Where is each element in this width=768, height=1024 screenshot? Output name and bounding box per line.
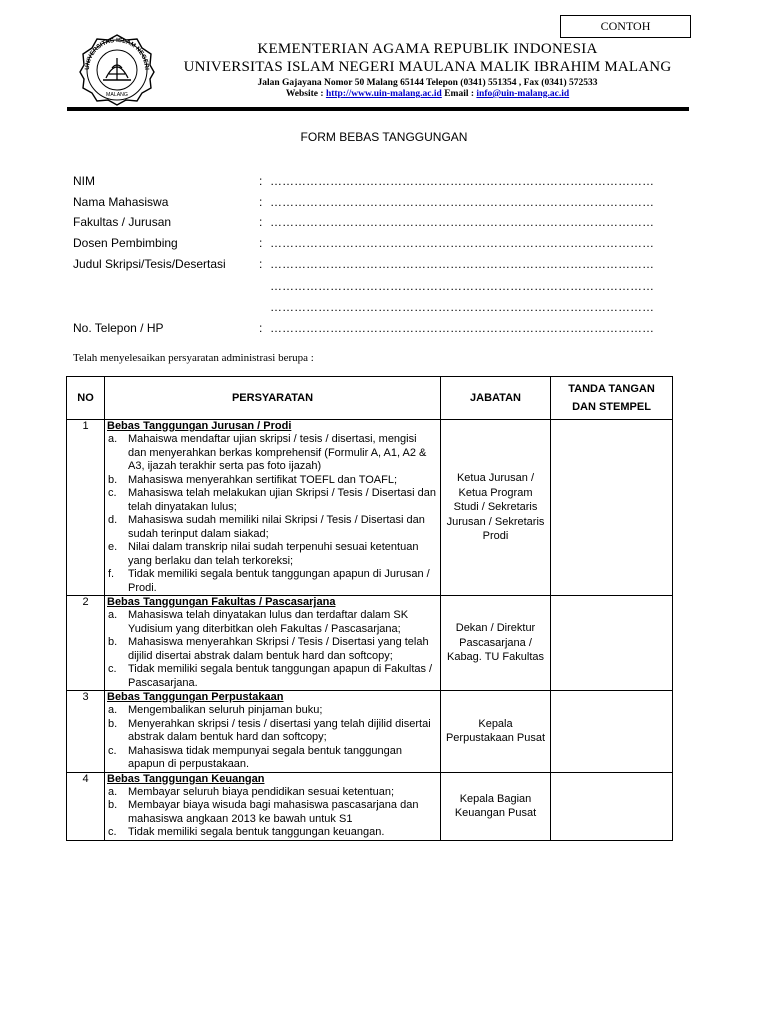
row-number: 3 xyxy=(67,691,105,773)
list-item xyxy=(105,636,440,663)
list-item xyxy=(105,799,440,826)
item-marker: a. xyxy=(108,785,118,798)
list-item xyxy=(105,745,440,772)
form-title: FORM BEBAS TANGGUNGAN xyxy=(300,130,468,144)
field-label: Judul Skripsi/Tesis/Desertasi xyxy=(73,257,226,271)
item-marker: e. xyxy=(108,541,118,553)
item-text: Nilai dalam transkrip nilai sudah terpenuhi sesuai ketentuan yang berlaku dan telah terkoreksi; xyxy=(128,541,419,567)
header-tanda-line1: TANDA TANGAN xyxy=(568,383,655,395)
field-colon: : xyxy=(259,215,263,229)
position-cell: Kepala Perpustakaan Pusat xyxy=(441,691,551,773)
field-blank[interactable]: …………………………………………………………………………………… xyxy=(270,215,654,229)
university-name: UNIVERSITAS ISLAM NEGERI MAULANA MALIK IBRAHIM MALANG xyxy=(183,59,672,75)
item-text: Membayar seluruh biaya pendidikan sesuai ketentuan; xyxy=(128,785,394,798)
svg-text:MALANG: MALANG xyxy=(106,92,128,98)
list-item xyxy=(105,786,440,800)
item-marker: c. xyxy=(108,487,117,499)
contact-line xyxy=(160,89,695,99)
example-stamp-box: CONTOH xyxy=(560,15,691,38)
header-persyaratan: PERSYARATAN xyxy=(105,377,441,420)
requirement-list xyxy=(105,786,440,840)
field-blank[interactable]: …………………………………………………………………………………… xyxy=(270,321,654,335)
university-address: Jalan Gajayana Nomor 50 Malang 65144 Telepon (0341) 551354 , Fax (0341) 572533 xyxy=(257,78,598,88)
list-item xyxy=(105,487,440,514)
item-text: Menyerahkan skripsi / tesis / disertasi yang telah dijilid disertai abstrak dalam bentuk hard dan softcopy; xyxy=(128,717,431,743)
item-text: Mahasiswa menyerahkan Skripsi / Tesis / Disertasi yang telah dijilid disertai abstrak dalam bentuk hard dan softcopy; xyxy=(128,636,429,662)
requirement-list xyxy=(105,433,440,595)
position-cell: Kepala Bagian Keuangan Pusat xyxy=(441,772,551,840)
field-blank[interactable]: …………………………………………………………………………………… xyxy=(270,195,654,209)
title-continuation-line[interactable]: …………………………………………………………………………………… xyxy=(270,300,654,314)
field-label: NIM xyxy=(73,174,95,188)
table-row xyxy=(67,596,673,691)
signature-cell[interactable] xyxy=(551,596,673,691)
field-blank[interactable]: …………………………………………………………………………………… xyxy=(270,257,654,271)
list-item xyxy=(105,704,440,718)
position-cell: Dekan / Direktur Pascasarjana / Kabag. TU Fakultas xyxy=(441,596,551,691)
field-label: Fakultas / Jurusan xyxy=(73,215,172,229)
header-jabatan: JABATAN xyxy=(441,377,551,420)
item-marker: a. xyxy=(108,704,118,716)
item-marker: a. xyxy=(108,609,118,621)
item-text: Mahasiswa telah melakukan ujian Skripsi / Tesis / Disertasi dan telah dinyatakan lulus; xyxy=(128,487,436,513)
item-marker: c. xyxy=(108,663,117,675)
website-label: Website : xyxy=(285,89,326,99)
item-marker: a. xyxy=(108,433,118,445)
section-title: Bebas Tanggungan Perpustakaan xyxy=(107,691,284,703)
field-colon: : xyxy=(259,321,263,335)
requirement-list xyxy=(105,609,440,690)
item-marker: b. xyxy=(108,636,118,648)
signature-cell[interactable] xyxy=(551,691,673,773)
requirement-cell xyxy=(105,596,441,691)
table-row xyxy=(67,772,673,840)
item-marker: b. xyxy=(108,473,118,486)
ministry-name: KEMENTERIAN AGAMA REPUBLIK INDONESIA xyxy=(257,41,598,57)
requirements-table xyxy=(66,376,673,841)
header-tanda-tangan xyxy=(551,377,673,420)
list-item xyxy=(105,541,440,568)
email-label: Email : xyxy=(441,89,477,99)
list-item xyxy=(105,433,440,474)
svg-text:UNIVERSITAS ISLAM NEGERI: UNIVERSITAS ISLAM NEGERI xyxy=(83,36,151,71)
item-marker: b. xyxy=(108,799,118,811)
table-row xyxy=(67,420,673,596)
signature-cell[interactable] xyxy=(551,772,673,840)
item-text: Tidak memiliki segala bentuk tanggungan apapun di Fakultas / Pascasarjana. xyxy=(128,663,433,689)
field-label: Dosen Pembimbing xyxy=(73,236,178,250)
requirement-list xyxy=(105,704,440,772)
row-number: 2 xyxy=(67,596,105,691)
item-text: Tidak memiliki segala bentuk tanggungan apapun di Jurusan / Prodi. xyxy=(128,568,430,594)
header-tanda-line2: DAN STEMPEL xyxy=(572,401,651,413)
item-text: Mengembalikan seluruh pinjaman buku; xyxy=(128,704,323,716)
field-colon: : xyxy=(259,174,263,188)
item-text: Mahaiswa mendaftar ujian skripsi / tesis / disertasi, mengisi dan menyerahkan berkas komprehensif (Formulir A, A1, A2 & A3, ijazah terakhir serta pas foto ijazah) xyxy=(128,433,427,472)
list-item xyxy=(105,663,440,690)
item-marker: c. xyxy=(108,826,117,838)
field-label: Nama Mahasiswa xyxy=(73,195,169,209)
field-label: No. Telepon / HP xyxy=(73,321,164,335)
item-text: Tidak memiliki segala bentuk tanggungan keuangan. xyxy=(128,826,385,838)
table-row xyxy=(67,691,673,773)
item-marker: d. xyxy=(108,514,118,526)
list-item xyxy=(105,609,440,636)
list-item xyxy=(105,474,440,488)
website-link[interactable]: http://www.uin-malang.ac.id xyxy=(325,89,442,99)
requirement-cell xyxy=(105,420,441,596)
email-link[interactable]: info@uin-malang.ac.id xyxy=(476,89,570,99)
item-marker: f. xyxy=(108,568,115,580)
item-text: Mahasiswa menyerahkan sertifikat TOEFL dan TOAFL; xyxy=(128,473,398,486)
field-colon: : xyxy=(259,257,263,271)
section-title: Bebas Tanggungan Jurusan / Prodi xyxy=(107,420,292,432)
section-title: Bebas Tanggungan Fakultas / Pascasarjana xyxy=(107,596,336,608)
requirement-cell xyxy=(105,691,441,773)
university-seal-logo xyxy=(79,34,155,106)
item-text: Mahasiswa telah dinyatakan lulus dan terdaftar dalam SK Yudisium yang diterbitkan oleh Fakultas / Pascasarjana; xyxy=(128,609,409,635)
field-blank[interactable]: …………………………………………………………………………………… xyxy=(270,236,654,250)
header-no: NO xyxy=(67,377,105,420)
item-text: Membayar biaya wisuda bagi mahasiswa pascasarjana dan mahasiswa angkaan 2013 ke bawah untuk S1 xyxy=(128,799,419,825)
item-text: Mahasiswa tidak mempunyai segala bentuk tanggungan apapun di perpustakaan. xyxy=(128,744,402,770)
position-cell: Ketua Jurusan / Ketua Program Studi / Sekretaris Jurusan / Sekretaris Prodi xyxy=(441,420,551,596)
item-marker: c. xyxy=(108,744,117,757)
list-item xyxy=(105,826,440,840)
header-divider xyxy=(67,107,689,111)
signature-cell[interactable] xyxy=(551,420,673,596)
field-blank[interactable]: …………………………………………………………………………………… xyxy=(270,174,654,188)
item-text: Mahasiswa sudah memiliki nilai Skripsi / Tesis / Disertasi dan sudah terinput dalam siakad; xyxy=(128,514,425,540)
list-item xyxy=(105,514,440,541)
row-number: 1 xyxy=(67,420,105,596)
row-number: 4 xyxy=(67,772,105,840)
list-item xyxy=(105,568,440,595)
field-colon: : xyxy=(259,195,263,209)
title-continuation-line[interactable]: …………………………………………………………………………………… xyxy=(270,279,654,293)
field-colon: : xyxy=(259,236,263,250)
section-title: Bebas Tanggungan Keuangan xyxy=(107,772,265,785)
list-item xyxy=(105,718,440,745)
item-marker: b. xyxy=(108,717,118,730)
requirement-cell xyxy=(105,772,441,840)
table-header-row xyxy=(67,377,673,420)
intro-text: Telah menyelesaikan persyaratan administrasi berupa : xyxy=(73,352,314,364)
